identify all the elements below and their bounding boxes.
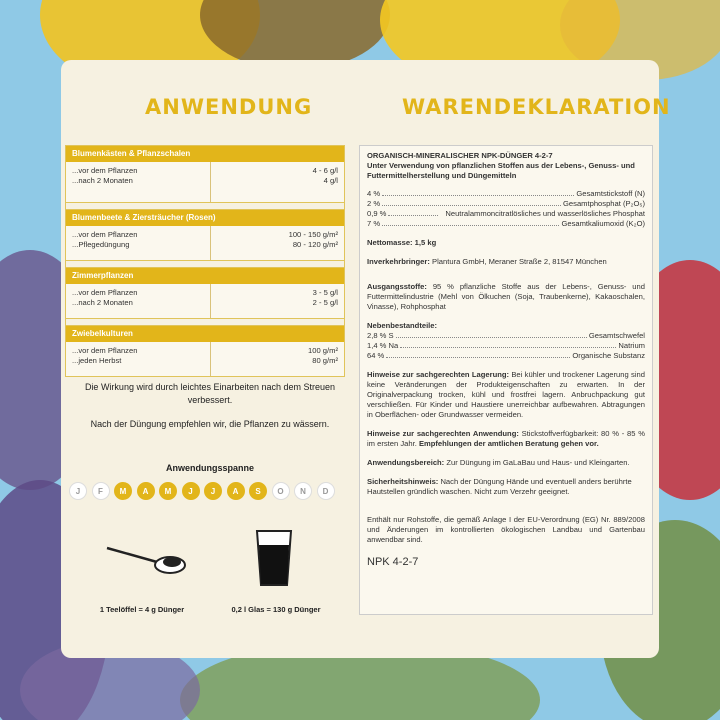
- dosage-table: [65, 145, 345, 377]
- section-title: Blumenbeete & Ziersträucher (Rosen): [66, 210, 344, 226]
- dosage-label: ...nach 2 Monaten: [72, 298, 133, 307]
- nutrient-row: 0,9 % Neutralammoncitratlösliches und wasserlösliches Phosphat: [367, 209, 645, 218]
- dosage-value: 2 - 5 g/l: [312, 298, 338, 307]
- dosage-label: ...vor dem Pflanzen: [72, 230, 138, 239]
- npk-label: NPK 4-2-7: [367, 556, 419, 568]
- dosage-label: ...vor dem Pflanzen: [72, 288, 138, 297]
- application-note: Hinweise zur sachgerechten Anwendung: Stickstoffverfügbarkeit: 80 % - 85 % im ersten Jahr. Empfehlungen der amtlichen Beratung gehen vor.: [367, 429, 645, 448]
- section-title: Zimmerpflanzen: [66, 268, 344, 284]
- application-span-title: Anwendungsspanne: [165, 463, 254, 473]
- month-chip: A: [227, 482, 245, 500]
- month-chip: A: [137, 482, 155, 500]
- secondary-components-title: Nebenbestandteile:: [367, 321, 438, 330]
- nutrient-row: 2 % Gesamtphosphat (P₂O₅): [367, 199, 645, 208]
- month-chip: J: [182, 482, 200, 500]
- tip-text: Die Wirkung wird durch leichtes Einarbeiten nach dem Streuen verbessert.: [84, 382, 336, 405]
- eu-regulation-note: Enthält nur Rohstoffe, die gemäß Anlage I der EU-Verordnung (EG) Nr. 889/2008 und Änderungen im kontrollierten ökologischen Landbau und Gartenbau anwendbar sind.: [367, 515, 645, 544]
- product-subtitle: Unter Verwendung von pflanzlichen Stoffen aus der Lebens-, Genuss- und Futtermittelherstellung und Düngemitteln: [367, 161, 635, 180]
- warendeklaration-heading: WARENDEKLARATION: [402, 95, 671, 119]
- month-chip: D: [317, 482, 335, 500]
- spoon-label: 1 Teelöffel = 4 g Dünger: [99, 605, 185, 614]
- dosage-value: 4 g/l: [323, 176, 338, 185]
- month-chip: J: [69, 482, 87, 500]
- anwendung-heading: ANWENDUNG: [145, 95, 313, 119]
- divider: [66, 260, 344, 268]
- month-chip: F: [92, 482, 110, 500]
- spoon-icon: [105, 540, 187, 580]
- month-chip: M: [114, 482, 132, 500]
- dosage-value: 100 - 150 g/m²: [288, 230, 338, 239]
- declaration-box: [359, 145, 653, 615]
- dosage-section: [66, 146, 344, 202]
- month-chip: O: [272, 482, 290, 500]
- month-chip: N: [294, 482, 312, 500]
- divider: [66, 318, 344, 326]
- dosage-label: ...vor dem Pflanzen: [72, 346, 138, 355]
- section-title: Zwiebelkulturen: [66, 326, 344, 342]
- dosage-label: ...jeden Herbst: [72, 356, 122, 365]
- application-area: Anwendungsbereich: Zur Düngung im GaLaBau und Haus- und Kleingarten.: [367, 458, 630, 467]
- tip-text: Nach der Düngung empfehlen wir, die Pflanzen zu wässern.: [90, 419, 330, 429]
- storage-note: Hinweise zur sachgerechten Lagerung: Bei kühler und trockener Lagerung sind keine Veränderungen der Produkteigenschaften zu erwarten. In der Originalverpackung trocken, kühl und frostfrei lagern. Anbruchpackung gut verschließen. Für Kinder und Haustiere unerreichbar aufbewahren. Abtragungen in Oberflächen- oder Grundwasser vermeiden.: [367, 370, 645, 419]
- dosage-label: ...nach 2 Monaten: [72, 176, 133, 185]
- component-row: 1,4 % Na Natrium: [367, 341, 645, 350]
- dosage-section: [66, 268, 344, 318]
- month-selector: [69, 482, 339, 500]
- month-chip: S: [249, 482, 267, 500]
- component-row: 2,8 % S Gesamtschwefel: [367, 331, 645, 340]
- dosage-value: 100 g/m²: [308, 346, 338, 355]
- dosage-section: [66, 210, 344, 260]
- distributor: Inverkehrbringer: Plantura GmbH, Meraner Straße 2, 81547 München: [367, 257, 607, 266]
- dosage-section: [66, 326, 344, 376]
- dosage-value: 4 - 6 g/l: [312, 166, 338, 175]
- nutrient-row: 4 % Gesamtstickstoff (N): [367, 189, 645, 198]
- component-row: 64 % Organische Substanz: [367, 351, 645, 360]
- section-title: Blumenkästen & Pflanzschalen: [66, 146, 344, 162]
- glass-label: 0,2 l Glas = 130 g Dünger: [231, 605, 321, 614]
- month-chip: M: [159, 482, 177, 500]
- net-mass: Nettomasse: 1,5 kg: [367, 238, 437, 247]
- dosage-label: ...vor dem Pflanzen: [72, 166, 138, 175]
- safety-note: Sicherheitshinweis: Nach der Düngung Hände und eventuell anders berührte Hautstellen gründlich waschen. Nicht zum Verzehr geeignet.: [367, 477, 632, 496]
- product-title: ORGANISCH-MINERALISCHER NPK-DÜNGER 4-2-7: [367, 151, 553, 160]
- dosage-value: 80 - 120 g/m²: [292, 240, 338, 249]
- month-chip: J: [204, 482, 222, 500]
- nutrient-row: 7 % Gesamtkaliumoxid (K₂O): [367, 219, 645, 228]
- divider: [66, 202, 344, 210]
- dosage-value: 80 g/m²: [312, 356, 338, 365]
- dosage-value: 3 - 5 g/l: [312, 288, 338, 297]
- raw-materials: Ausgangsstoffe: 95 % pflanzliche Stoffe aus der Lebens-, Genuss- und Futtermittelindustrie (Mehl von Ölkuchen (Soja, Traubenkerne), Kakaoschalen, Vinasse), Rohphosphat: [367, 282, 645, 311]
- dosage-label: ...Pflegedüngung: [72, 240, 130, 249]
- glass-icon: [254, 528, 294, 588]
